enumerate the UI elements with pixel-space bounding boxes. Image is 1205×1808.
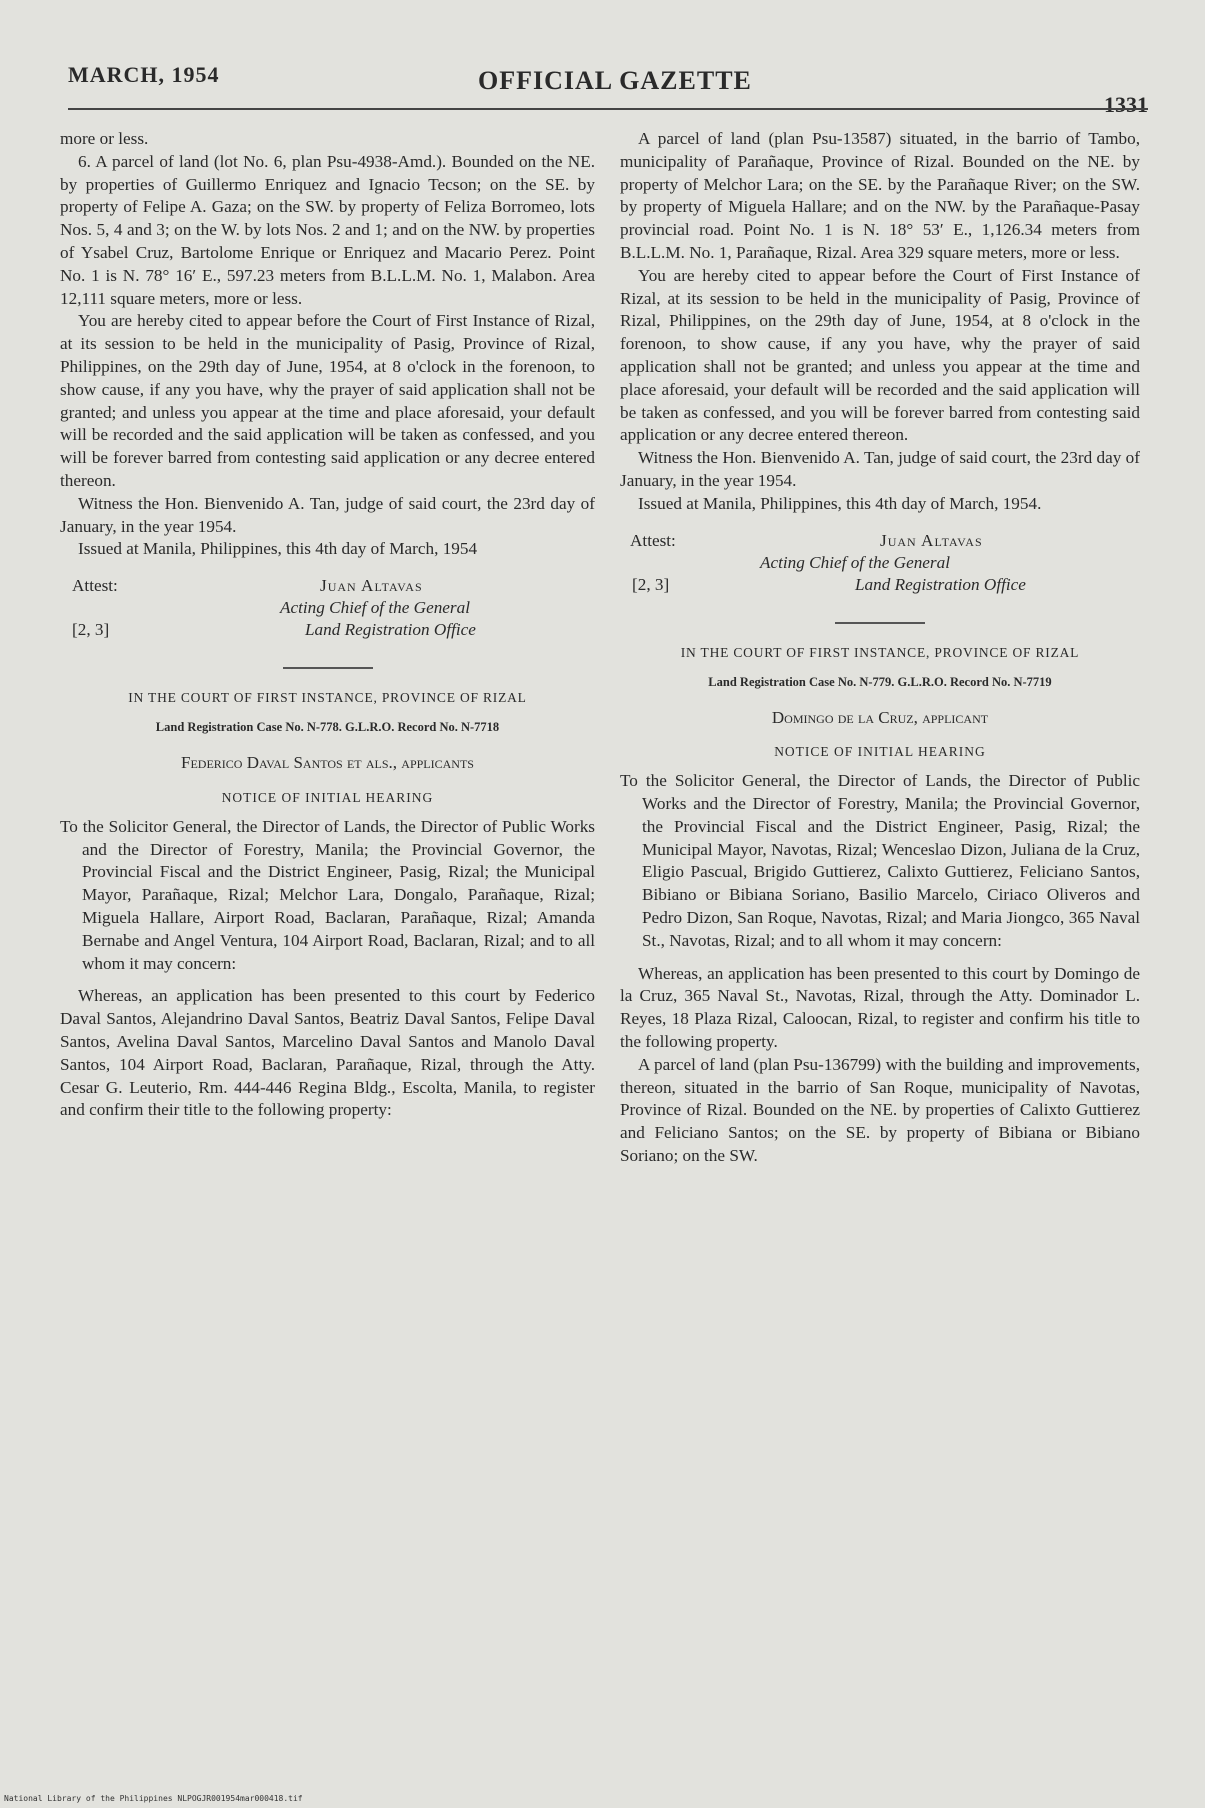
right-notice-heading: NOTICE OF INITIAL HEARING: [774, 744, 986, 760]
right-attest-title-2: Land Registration Office: [855, 574, 1026, 594]
right-parcel-description: A parcel of land (plan Psu-13587) situated, in the barrio of Tambo, municipality of Parañaque, Province of Rizal. Bounded on the NE. by property of Melchor Lara; on the SE. by the Parañaque River; on the SW. by property of Miguela Hallare; and on the NW. by the Parañaque-Pasay provincial road. Point No. 1 is N. 18° 53′ E., 1,126.34 meters from B.L.L.M. No. 1, Parañaque, Rizal. Area 329 square meters, more or less.: [620, 129, 1140, 262]
archive-footer: National Library of the Philippines NLPOGJR001954mar000418.tif: [4, 1794, 303, 1803]
right-citation-paragraph: You are hereby cited to appear before the Court of First Instance of Rizal, at its session to be held in the municipality of Pasig, Province of Rizal, Philippines, on the 29th day of June, 1954, at 8 o'clock in the forenoon, to show cause, if any you have, why the prayer of said application shall not be granted; and unless you appear at the time and place aforesaid, your default will be recorded and the said application will be taken as confessed, and you will be forever barred from contesting said application or any decree entered thereon.: [620, 265, 1140, 445]
page-header: [68, 58, 1148, 118]
left-attest-title-2: Land Registration Office: [305, 620, 476, 640]
right-issued-paragraph: Issued at Manila, Philippines, this 4th day of March, 1954.: [638, 493, 1042, 513]
right-court-heading: IN THE COURT OF FIRST INSTANCE, PROVINCE OF RIZAL: [680, 644, 1080, 660]
right-attest-block: [620, 530, 1140, 600]
left-attest-name: Juan Altavas: [320, 576, 423, 596]
left-notice-heading: NOTICE OF INITIAL HEARING: [221, 789, 434, 805]
left-attest-block: [60, 575, 595, 645]
left-issued-paragraph: Issued at Manila, Philippines, this 4th day of March, 1954: [78, 539, 478, 559]
right-whereas-paragraph: Whereas, an application has been presented to this court by Domingo de la Cruz, 365 Naval St., Navotas, Rizal, through the Atty. Dominador L. Reyes, 18 Plaza Rizal, Caloocan, Rizal, to register and confirm his title to the following property.: [620, 963, 1140, 1051]
right-witness-paragraph: Witness the Hon. Bienvenido A. Tan, judge of said court, the 23rd day of January, in the year 1954.: [620, 448, 1140, 490]
left-witness-paragraph: Witness the Hon. Bienvenido A. Tan, judge of said court, the 23rd day of January, in the year 1954.: [60, 493, 595, 536]
left-addressees: To the Solicitor General, the Director of Lands, the Director of Public Works and the Director of Forestry, Manila; the Provincial Governor, the Provincial Fiscal and the District Engineer, Pasig, Rizal; the Municipal Mayor, Parañaque, Rizal; Melchor Lara, Dongalo, Parañaque, Rizal; Miguela Hallare, Airport Road, Baclaran, Parañaque, Rizal; Amanda Bernabe and Angel Ventura, 104 Airport Road, Baclaran, Rizal; and to all whom it may concern:: [60, 816, 595, 973]
right-applicant: Domingo de la Cruz, applicant: [771, 707, 989, 727]
left-column: [60, 128, 595, 1122]
left-paragraph-0: more or less.: [60, 129, 149, 148]
header-rule: [68, 108, 1148, 110]
left-attest-issue: [2, 3]: [72, 620, 110, 640]
header-page-number: 1331: [1104, 92, 1148, 117]
right-attest-issue: [2, 3]: [632, 574, 670, 594]
right-addressees: To the Solicitor General, the Director of Lands, the Director of Public Works and the Director of Forestry, Manila; the Provincial Governor, the Provincial Fiscal and the District Engineer, Pasig, Rizal; the Municipal Mayor, Navotas, Rizal; Wenceslao Dizon, Juliana de la Cruz, Eligio Pascual, Brigido Guttierez, Calixto Guttierez, Feliciano Santos, Bibiano or Bibiana Soriano, Basilio Marcelo, Ciriaco Oliveros and Pedro Dizon, San Roque, Navotas, Rizal; and Maria Jiongco, 365 Naval St., Navotas, Rizal; and to all whom it may concern:: [620, 771, 1140, 950]
right-attest-name: Juan Altavas: [880, 530, 983, 550]
left-citation-paragraph: You are hereby cited to appear before the Court of First Instance of Rizal, at its session to be held in the municipality of Pasig, Province of Rizal, Philippines, on the 29th day of June, 1954, at 8 o'clock in the forenoon, to show cause, if any you have, why the prayer of said application shall not be granted; and unless you appear at the time and place aforesaid, your default will be recorded and the said application will be taken as confessed, and you will be forever barred from contesting said application or any decree entered thereon.: [60, 311, 595, 490]
left-separator: [283, 667, 373, 669]
right-spacer: [620, 953, 1140, 963]
right-parcel-description-2: A parcel of land (plan Psu-136799) with the building and improvements, thereon, situated in the barrio of San Roque, municipality of Navotas, Province of Rizal. Bounded on the NE. by properties of Calixto Guttierez and Feliciano Santos; on the SE. by property of Bibiana or Bibiano Soriano; on the SW.: [620, 1054, 1140, 1165]
left-attest-title-1: Acting Chief of the General: [280, 598, 470, 618]
right-attest-title-1: Acting Chief of the General: [760, 552, 950, 572]
right-attest-label: Attest:: [630, 530, 676, 550]
left-spacer: [60, 975, 595, 985]
right-separator: [835, 622, 925, 624]
left-parcel-description: 6. A parcel of land (lot No. 6, plan Psu-4938-Amd.). Bounded on the NE. by properties of Guillermo Enriquez and Ignacio Tecson; on the SE. by property of Felipe A. Gaza; on the SW. by property of Feliza Borromeo, lots Nos. 5, 4 and 3; on the W. by lots Nos. 2 and 1; and on the NW. by properties of Ysabel Cruz, Bartolome Enrique or Enriquez and Macario Perez. Point No. 1 is N. 78° 16′ E., 597.23 meters from B.L.L.M. No. 1, Malabon. Area 12,111 square meters, more or less.: [60, 151, 595, 308]
right-column: [620, 128, 1140, 1168]
left-court-heading: IN THE COURT OF FIRST INSTANCE, PROVINCE OF RIZAL: [128, 690, 527, 706]
left-attest-label: Attest:: [72, 576, 118, 596]
header-title: OFFICIAL GAZETTE: [478, 66, 752, 95]
left-whereas-paragraph: Whereas, an application has been presented to this court by Federico Daval Santos, Alejandrino Daval Santos, Beatriz Daval Santos, Felipe Daval Santos, Avelina Daval Santos, Marcelino Daval Santos and Manolo Daval Santos, 104 Airport Road, Baclaran, Parañaque, Rizal, through the Atty. Cesar G. Leuterio, Rm. 444-446 Regina Bldg., Escolta, Manila, to register and confirm their title to the following property:: [60, 986, 595, 1120]
left-applicant: Federico Daval Santos et als., applicants: [181, 753, 474, 773]
header-date: MARCH, 1954: [68, 62, 220, 87]
left-case-number: Land Registration Case No. N-778. G.L.R.O. Record No. N-7718: [155, 720, 500, 735]
right-case-number: Land Registration Case No. N-779. G.L.R.O. Record No. N-7719: [708, 674, 1052, 689]
